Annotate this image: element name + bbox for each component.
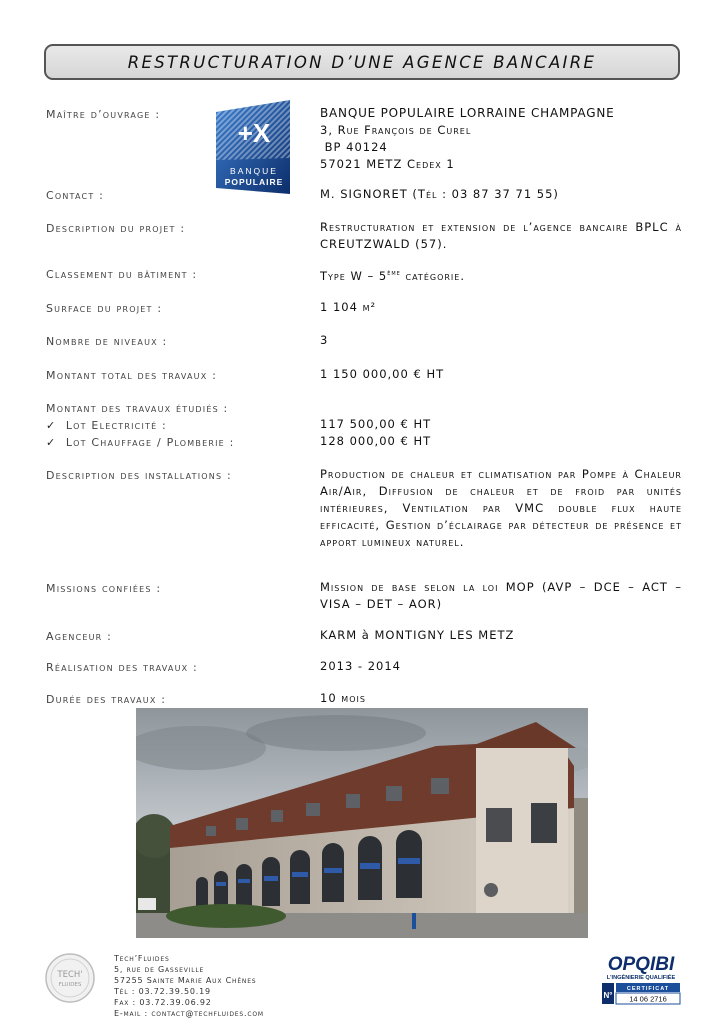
- contact-value: M. SIGNORET (Tél : 03 87 37 71 55): [320, 187, 559, 201]
- realisation-value: 2013 - 2014: [320, 659, 401, 673]
- installations-label: Description des installations :: [46, 469, 232, 482]
- maitre-ouvrage-line-2: 3, Rue François de Curel: [320, 123, 472, 137]
- footer-line: Tél : 03.72.39.50.19: [114, 987, 211, 996]
- footer-line: 5, rue de Gasseville: [114, 965, 205, 974]
- footer-email: E-mail : contact@techfluides.com: [114, 1009, 264, 1018]
- logo-mark: +X: [237, 118, 271, 148]
- lot-chauffage-item: [46, 436, 235, 449]
- realisation-label: Réalisation des travaux :: [46, 661, 198, 674]
- cert-number: 14 06 2716: [629, 994, 667, 1004]
- lot-electricite-label: Lot Electricité :: [65, 419, 167, 432]
- montant-total-value: 1 150 000,00 € HT: [320, 367, 445, 381]
- niveaux-label: Nombre de niveaux :: [46, 335, 168, 348]
- maitre-ouvrage-line-4: 57021 METZ Cedex 1: [320, 157, 455, 171]
- classement-label: Classement du bâtiment :: [46, 268, 198, 281]
- classement-value: [320, 265, 682, 285]
- lot-electricite-value: 117 500,00 € HT: [320, 417, 432, 431]
- agenceur-label: Agenceur :: [46, 630, 113, 643]
- description-value: Restructuration et extension de l’agence bancaire BPLC à CREUTZWALD (57).: [320, 220, 682, 251]
- title-box: [44, 44, 680, 80]
- missions-label: Missions confiées :: [46, 582, 162, 595]
- classement-prefix: Type W – 5: [320, 268, 388, 283]
- cert-brand: OPQIBI: [607, 954, 675, 975]
- classement-sup: ème: [387, 269, 401, 277]
- logo-brand-top: BANQUE: [230, 166, 278, 176]
- footer-line: 57255 Sainte Marie Aux Chênes: [114, 976, 257, 985]
- footer-line: Fax : 03.72.39.06.92: [114, 998, 212, 1007]
- classement-suffix: catégorie.: [400, 268, 466, 283]
- duree-value: 10 mois: [320, 691, 366, 705]
- opqibi-certificate: [600, 952, 682, 1006]
- agenceur-value: KARM à MONTIGNY LES METZ: [320, 628, 515, 642]
- cert-tagline: L'INGÉNIERIE QUALIFIÉE: [606, 975, 676, 981]
- check-icon: ✓: [46, 436, 66, 449]
- footer-address: [114, 953, 264, 1019]
- montant-total-label: Montant total des travaux :: [46, 369, 217, 382]
- logo-brand-bottom: POPULAIRE: [224, 177, 284, 187]
- installations-value: Production de chaleur et climatisation par Pompe à Chaleur Air/Air, Diffusion de chaleur et de froid par unités intérieures, Ventilation par VMC double flux haute efficacité, Gestion d’éclairage par détecteur de présence et apport lumineux naturel.: [320, 467, 682, 549]
- duree-label: Durée des travaux :: [46, 693, 167, 706]
- montant-etudies-label: Montant des travaux étudiés :: [46, 402, 229, 415]
- niveaux-value: 3: [320, 333, 329, 347]
- banque-populaire-logo: [210, 98, 294, 196]
- check-icon: ✓: [46, 419, 66, 432]
- lot-electricite-item: [46, 419, 167, 432]
- building-photo: [136, 708, 588, 938]
- footer-line: Tech’Fluides: [114, 954, 170, 963]
- missions-value: Mission de base selon la loi MOP (AVP – DCE – ACT – VISA – DET – AOR): [320, 580, 682, 611]
- footer-logo-top: TECH': [57, 970, 83, 980]
- surface-value: 1 104 m²: [320, 300, 377, 314]
- tech-fluides-logo: [44, 952, 96, 1004]
- contact-label: Contact :: [46, 189, 105, 202]
- maitre-ouvrage-label: Maître d’ouvrage :: [46, 108, 161, 121]
- maitre-ouvrage-line-3: BP 40124: [320, 140, 388, 154]
- page-title: RESTRUCTURATION D’UNE AGENCE BANCAIRE: [127, 52, 597, 72]
- cert-prefix: N°: [603, 991, 613, 1000]
- description-label: Description du projet :: [46, 222, 186, 235]
- cert-badge: CERTIFICAT: [626, 986, 670, 992]
- lot-chauffage-value: 128 000,00 € HT: [320, 434, 432, 448]
- maitre-ouvrage-line-1: BANQUE POPULAIRE LORRAINE CHAMPAGNE: [320, 106, 615, 120]
- lot-chauffage-label: Lot Chauffage / Plomberie :: [65, 436, 235, 449]
- footer-logo-bottom: FLUIDES: [58, 982, 82, 988]
- surface-label: Surface du projet :: [46, 302, 163, 315]
